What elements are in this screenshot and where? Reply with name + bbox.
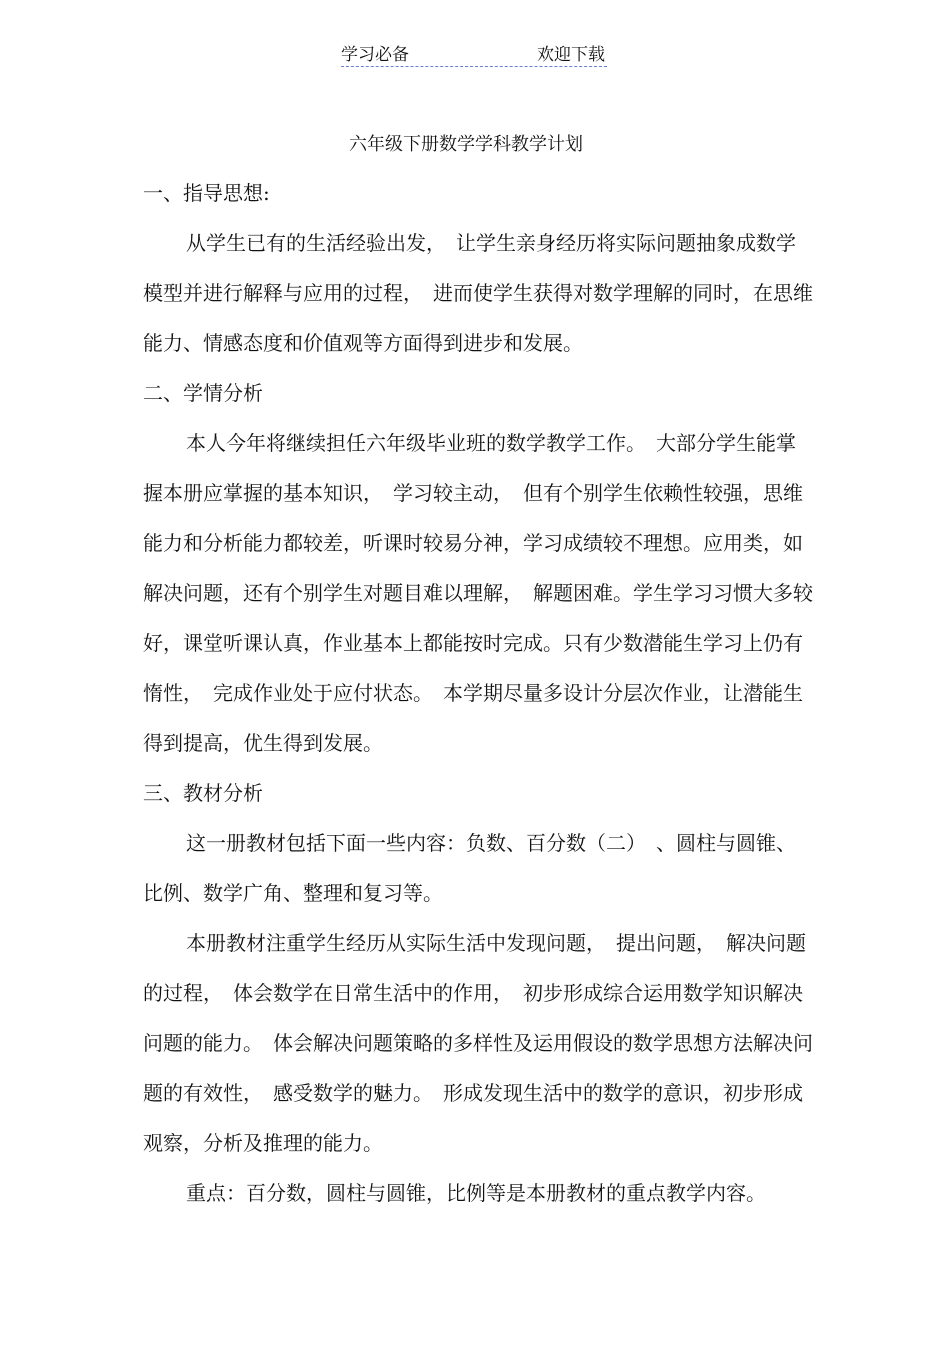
paragraph-textbook-contents: 这一册教材包括下面一些内容：负数、百分数（二） 、圆柱与圆锥、比例、数学广角、整理和复习等。 bbox=[143, 831, 796, 905]
section-heading-textbook-analysis: 三、教材分析 bbox=[143, 781, 263, 805]
page-header bbox=[341, 40, 607, 67]
paragraph-student-analysis: 本人今年将继续担任六年级毕业班的数学教学工作。 大部分学生能掌握本册应掌握的基本知识， 学习较主动， 但有个别学生依赖性较强，思维能力和分析能力都较差，听课时较易分神，学习成绩较不理想。应用类，如解决问题，还有个别学生对题目难以理解， 解题困难。学生学习习惯大多较好，课堂听课认真，作业基本上都能按时完成。只有少数潜能生学习上仍有惰性， 完成作业处于应付状态。 本学期尽量多设计分层次作业，让潜能生得到提高，优生得到发展。 bbox=[143, 431, 813, 755]
document-body bbox=[143, 168, 813, 1218]
paragraph-key-points: 重点：百分数，圆柱与圆锥，比例等是本册教材的重点教学内容。 bbox=[186, 1181, 766, 1205]
header-right-text: 欢迎下载 bbox=[537, 45, 605, 65]
paragraph-textbook-focus: 本册教材注重学生经历从实际生活中发现问题， 提出问题， 解决问题的过程， 体会数学在日常生活中的作用， 初步形成综合运用数学知识解决问题的能力。 体会解决问题策略的多样性及运用假设的数学思想方法解决问题的有效性， 感受数学的魅力。 形成发现生活中的数学的意识，初步形成观察，分析及推理的能力。 bbox=[143, 931, 813, 1155]
document-title: 六年级下册数学学科教学计划 bbox=[349, 134, 583, 155]
paragraph-guiding-ideology: 从学生已有的生活经验出发， 让学生亲身经历将实际问题抽象成数学模型并进行解释与应用的过程， 进而使学生获得对数学理解的同时，在思维能力、情感态度和价值观等方面得到进步和发展。 bbox=[143, 231, 813, 355]
header-left-text: 学习必备 bbox=[341, 45, 409, 65]
section-heading-guiding-ideology: 一、指导思想: bbox=[143, 181, 270, 205]
section-heading-student-analysis: 二、学情分析 bbox=[143, 381, 263, 405]
